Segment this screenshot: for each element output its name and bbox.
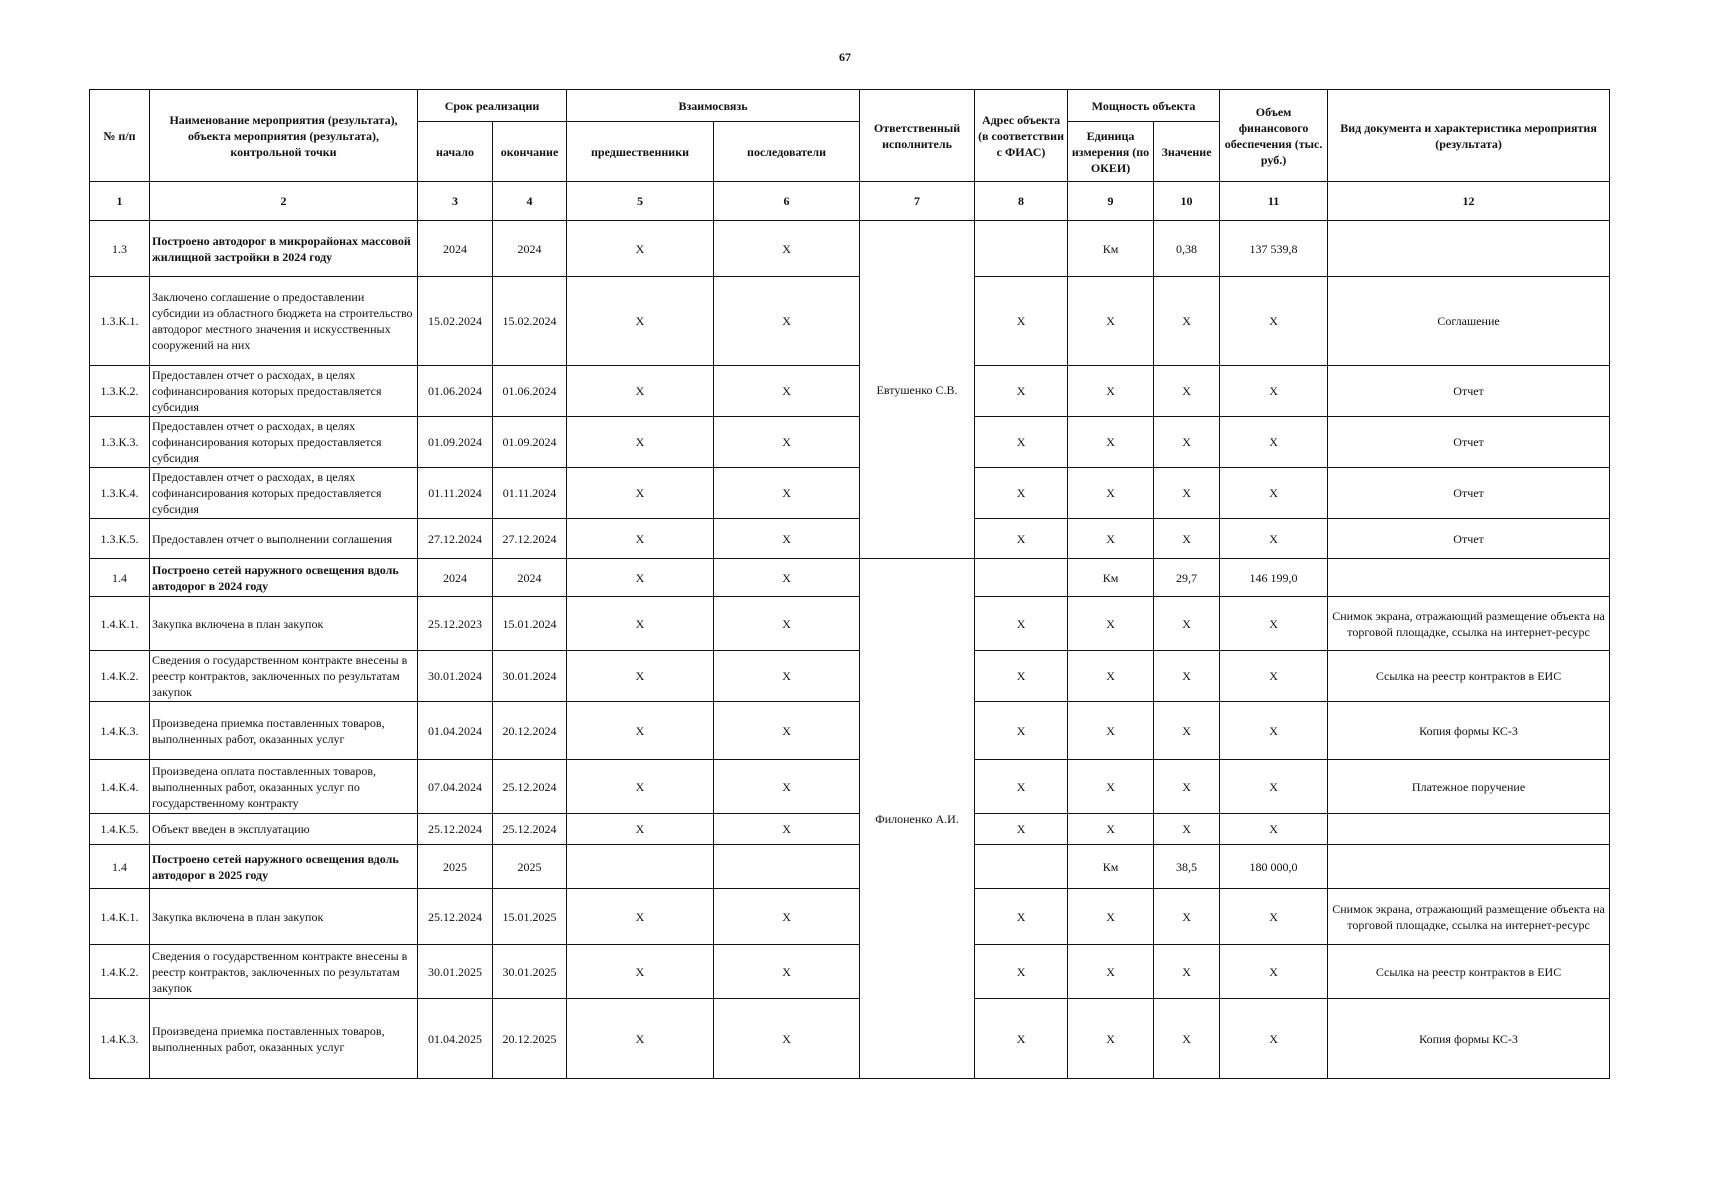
cell-name: Заключено соглашение о предоставлении субсидии из областного бюджета на строительство автодорог местного значения и искусственных сооружений на них <box>150 277 418 366</box>
cell-predecessors: X <box>567 277 714 366</box>
cell-end: 2025 <box>493 845 567 889</box>
header-unit: Единица измерения (по ОКЕИ) <box>1068 122 1154 182</box>
header-responsible: Ответственный исполнитель <box>860 90 975 182</box>
cell-successors: X <box>714 277 860 366</box>
column-number: 1 <box>90 182 150 221</box>
cell-predecessors: X <box>567 702 714 760</box>
cell-document: Соглашение <box>1328 277 1610 366</box>
cell-end: 01.09.2024 <box>493 417 567 468</box>
column-numbers-row <box>90 182 1610 221</box>
cell-num: 1.4.К.2. <box>90 651 150 702</box>
cell-value: X <box>1154 702 1220 760</box>
table-row <box>90 221 1610 277</box>
table-row <box>90 845 1610 889</box>
cell-document <box>1328 845 1610 889</box>
header-address: Адрес объекта (в соответствии с ФИАС) <box>975 90 1068 182</box>
cell-successors: X <box>714 221 860 277</box>
cell-address: X <box>975 519 1068 559</box>
table-row <box>90 651 1610 702</box>
table-row <box>90 597 1610 651</box>
cell-unit: X <box>1068 760 1154 814</box>
cell-predecessors: X <box>567 597 714 651</box>
cell-address: X <box>975 366 1068 417</box>
header-num: № п/п <box>90 90 150 182</box>
cell-end: 20.12.2025 <box>493 999 567 1079</box>
cell-end: 30.01.2024 <box>493 651 567 702</box>
header-document: Вид документа и характеристика мероприятия (результата) <box>1328 90 1610 182</box>
cell-num: 1.3.К.3. <box>90 417 150 468</box>
cell-end: 25.12.2024 <box>493 814 567 845</box>
cell-predecessors: X <box>567 945 714 999</box>
cell-value: X <box>1154 760 1220 814</box>
column-number: 10 <box>1154 182 1220 221</box>
cell-address <box>975 559 1068 597</box>
table-row <box>90 277 1610 366</box>
cell-end: 30.01.2025 <box>493 945 567 999</box>
header-financing: Объем финансового обеспечения (тыс. руб.) <box>1220 90 1328 182</box>
cell-value: X <box>1154 999 1220 1079</box>
table-row <box>90 814 1610 845</box>
cell-predecessors: X <box>567 468 714 519</box>
cell-start: 01.04.2025 <box>418 999 493 1079</box>
cell-address: X <box>975 468 1068 519</box>
cell-unit: X <box>1068 366 1154 417</box>
table-row <box>90 468 1610 519</box>
cell-successors: X <box>714 559 860 597</box>
cell-value: 29,7 <box>1154 559 1220 597</box>
cell-num: 1.4.К.3. <box>90 999 150 1079</box>
cell-financing: X <box>1220 468 1328 519</box>
cell-name: Предоставлен отчет о расходах, в целях софинансирования которых предоставляется субсидия <box>150 366 418 417</box>
column-number: 9 <box>1068 182 1154 221</box>
cell-financing: X <box>1220 277 1328 366</box>
cell-start: 01.04.2024 <box>418 702 493 760</box>
column-number: 4 <box>493 182 567 221</box>
cell-unit: X <box>1068 814 1154 845</box>
cell-start: 01.09.2024 <box>418 417 493 468</box>
cell-value: 38,5 <box>1154 845 1220 889</box>
cell-name: Предоставлен отчет о выполнении соглашения <box>150 519 418 559</box>
cell-address: X <box>975 417 1068 468</box>
cell-unit: X <box>1068 702 1154 760</box>
cell-predecessors: X <box>567 221 714 277</box>
cell-unit: Км <box>1068 221 1154 277</box>
cell-name: Предоставлен отчет о расходах, в целях софинансирования которых предоставляется субсидия <box>150 468 418 519</box>
cell-value: X <box>1154 597 1220 651</box>
cell-start: 15.02.2024 <box>418 277 493 366</box>
header-value: Значение <box>1154 122 1220 182</box>
cell-predecessors: X <box>567 651 714 702</box>
cell-end: 20.12.2024 <box>493 702 567 760</box>
cell-value: X <box>1154 889 1220 945</box>
cell-value: X <box>1154 366 1220 417</box>
header-predecessors: предшественники <box>567 122 714 182</box>
cell-address: X <box>975 702 1068 760</box>
column-number: 7 <box>860 182 975 221</box>
cell-start: 2024 <box>418 221 493 277</box>
cell-predecessors: X <box>567 760 714 814</box>
table-row <box>90 889 1610 945</box>
cell-successors: X <box>714 519 860 559</box>
column-number: 11 <box>1220 182 1328 221</box>
header-successors: последователи <box>714 122 860 182</box>
cell-successors: X <box>714 945 860 999</box>
cell-num: 1.4.К.4. <box>90 760 150 814</box>
cell-responsible: Евтушенко С.В. <box>860 221 975 559</box>
cell-name: Предоставлен отчет о расходах, в целях софинансирования которых предоставляется субсидия <box>150 417 418 468</box>
cell-predecessors: X <box>567 889 714 945</box>
cell-value: X <box>1154 417 1220 468</box>
cell-value: X <box>1154 814 1220 845</box>
cell-successors: X <box>714 702 860 760</box>
cell-start: 27.12.2024 <box>418 519 493 559</box>
cell-value: X <box>1154 519 1220 559</box>
cell-name: Сведения о государственном контракте внесены в реестр контрактов, заключенных по результатам закупок <box>150 651 418 702</box>
plan-table <box>89 89 1610 1079</box>
cell-document: Отчет <box>1328 519 1610 559</box>
cell-address: X <box>975 597 1068 651</box>
cell-document: Отчет <box>1328 468 1610 519</box>
cell-document: Платежное поручение <box>1328 760 1610 814</box>
cell-start: 07.04.2024 <box>418 760 493 814</box>
cell-financing: X <box>1220 597 1328 651</box>
cell-name: Построено сетей наружного освещения вдоль автодорог в 2025 году <box>150 845 418 889</box>
page-number: 67 <box>839 50 851 64</box>
cell-end: 15.02.2024 <box>493 277 567 366</box>
cell-predecessors: X <box>567 366 714 417</box>
cell-document <box>1328 559 1610 597</box>
table-row <box>90 519 1610 559</box>
cell-num: 1.3.К.4. <box>90 468 150 519</box>
cell-predecessors: X <box>567 559 714 597</box>
cell-num: 1.4.К.1. <box>90 597 150 651</box>
cell-name: Построено сетей наружного освещения вдоль автодорог в 2024 году <box>150 559 418 597</box>
cell-end: 01.11.2024 <box>493 468 567 519</box>
header-capacity: Мощность объекта <box>1068 90 1220 122</box>
table-row <box>90 702 1610 760</box>
cell-address: X <box>975 760 1068 814</box>
cell-name: Произведена приемка поставленных товаров, выполненных работ, оказанных услуг <box>150 702 418 760</box>
cell-address: X <box>975 945 1068 999</box>
cell-name: Произведена приемка поставленных товаров, выполненных работ, оказанных услуг <box>150 999 418 1079</box>
cell-financing: X <box>1220 999 1328 1079</box>
column-number: 5 <box>567 182 714 221</box>
column-number: 12 <box>1328 182 1610 221</box>
cell-start: 25.12.2023 <box>418 597 493 651</box>
cell-document: Снимок экрана, отражающий размещение объекта на торговой площадке, ссылка на интернет-ресурс <box>1328 889 1610 945</box>
cell-financing: X <box>1220 945 1328 999</box>
cell-end: 27.12.2024 <box>493 519 567 559</box>
cell-address: X <box>975 889 1068 945</box>
table-body <box>90 221 1610 1079</box>
cell-name: Объект введен в эксплуатацию <box>150 814 418 845</box>
cell-name: Закупка включена в план закупок <box>150 889 418 945</box>
header-period: Срок реализации <box>418 90 567 122</box>
cell-address <box>975 221 1068 277</box>
cell-address: X <box>975 277 1068 366</box>
cell-num: 1.4.К.3. <box>90 702 150 760</box>
cell-successors: X <box>714 889 860 945</box>
cell-address: X <box>975 814 1068 845</box>
cell-financing: X <box>1220 366 1328 417</box>
cell-unit: X <box>1068 999 1154 1079</box>
cell-financing: X <box>1220 889 1328 945</box>
cell-unit: X <box>1068 597 1154 651</box>
cell-address: X <box>975 651 1068 702</box>
cell-start: 01.11.2024 <box>418 468 493 519</box>
cell-value: X <box>1154 468 1220 519</box>
cell-num: 1.3.К.2. <box>90 366 150 417</box>
cell-unit: X <box>1068 468 1154 519</box>
column-number: 8 <box>975 182 1068 221</box>
cell-unit: X <box>1068 889 1154 945</box>
cell-successors: X <box>714 597 860 651</box>
cell-start: 30.01.2024 <box>418 651 493 702</box>
cell-num: 1.4.К.2. <box>90 945 150 999</box>
cell-value: X <box>1154 945 1220 999</box>
cell-responsible: Филоненко А.И. <box>860 559 975 1079</box>
cell-financing: X <box>1220 814 1328 845</box>
column-number: 3 <box>418 182 493 221</box>
cell-num: 1.4.К.5. <box>90 814 150 845</box>
cell-document <box>1328 814 1610 845</box>
cell-address <box>975 845 1068 889</box>
cell-name: Закупка включена в план закупок <box>150 597 418 651</box>
cell-end: 01.06.2024 <box>493 366 567 417</box>
cell-document: Копия формы КС-3 <box>1328 999 1610 1079</box>
cell-unit: X <box>1068 945 1154 999</box>
cell-document: Отчет <box>1328 366 1610 417</box>
cell-unit: Км <box>1068 559 1154 597</box>
cell-document <box>1328 221 1610 277</box>
cell-start: 2024 <box>418 559 493 597</box>
cell-start: 25.12.2024 <box>418 814 493 845</box>
cell-unit: X <box>1068 519 1154 559</box>
cell-address: X <box>975 999 1068 1079</box>
cell-predecessors: X <box>567 417 714 468</box>
cell-name: Сведения о государственном контракте внесены в реестр контрактов, заключенных по результатам закупок <box>150 945 418 999</box>
cell-num: 1.3.К.5. <box>90 519 150 559</box>
cell-financing: X <box>1220 760 1328 814</box>
cell-successors: X <box>714 417 860 468</box>
header-relation: Взаимосвязь <box>567 90 860 122</box>
table-row <box>90 999 1610 1079</box>
cell-start: 30.01.2025 <box>418 945 493 999</box>
cell-start: 2025 <box>418 845 493 889</box>
cell-num: 1.4 <box>90 845 150 889</box>
cell-successors: X <box>714 651 860 702</box>
cell-financing: X <box>1220 702 1328 760</box>
cell-predecessors: X <box>567 999 714 1079</box>
cell-value: 0,38 <box>1154 221 1220 277</box>
cell-document: Ссылка на реестр контрактов в ЕИС <box>1328 945 1610 999</box>
header-end: окончание <box>493 122 567 182</box>
cell-document: Отчет <box>1328 417 1610 468</box>
header-name: Наименование мероприятия (результата), объекта мероприятия (результата), контрольной точки <box>150 90 418 182</box>
cell-start: 25.12.2024 <box>418 889 493 945</box>
cell-end: 2024 <box>493 559 567 597</box>
cell-predecessors <box>567 845 714 889</box>
cell-unit: Км <box>1068 845 1154 889</box>
cell-value: X <box>1154 277 1220 366</box>
table-row <box>90 760 1610 814</box>
cell-unit: X <box>1068 651 1154 702</box>
table-row <box>90 559 1610 597</box>
table-row <box>90 417 1610 468</box>
cell-end: 25.12.2024 <box>493 760 567 814</box>
cell-end: 2024 <box>493 221 567 277</box>
cell-predecessors: X <box>567 519 714 559</box>
cell-document: Ссылка на реестр контрактов в ЕИС <box>1328 651 1610 702</box>
cell-end: 15.01.2025 <box>493 889 567 945</box>
cell-unit: X <box>1068 277 1154 366</box>
cell-successors: X <box>714 999 860 1079</box>
cell-financing: X <box>1220 519 1328 559</box>
cell-num: 1.3 <box>90 221 150 277</box>
cell-financing: 180 000,0 <box>1220 845 1328 889</box>
cell-predecessors: X <box>567 814 714 845</box>
cell-financing: 137 539,8 <box>1220 221 1328 277</box>
cell-num: 1.3.К.1. <box>90 277 150 366</box>
column-number: 6 <box>714 182 860 221</box>
header-start: начало <box>418 122 493 182</box>
cell-num: 1.4 <box>90 559 150 597</box>
cell-successors: X <box>714 814 860 845</box>
cell-document: Копия формы КС-3 <box>1328 702 1610 760</box>
cell-successors <box>714 845 860 889</box>
cell-start: 01.06.2024 <box>418 366 493 417</box>
cell-name: Произведена оплата поставленных товаров, выполненных работ, оказанных услуг по государственному контракту <box>150 760 418 814</box>
table-row <box>90 945 1610 999</box>
cell-value: X <box>1154 651 1220 702</box>
cell-financing: 146 199,0 <box>1220 559 1328 597</box>
cell-financing: X <box>1220 417 1328 468</box>
cell-document: Снимок экрана, отражающий размещение объекта на торговой площадке, ссылка на интернет-ресурс <box>1328 597 1610 651</box>
cell-successors: X <box>714 760 860 814</box>
cell-end: 15.01.2024 <box>493 597 567 651</box>
column-number: 2 <box>150 182 418 221</box>
table-header <box>90 90 1610 221</box>
cell-successors: X <box>714 468 860 519</box>
cell-num: 1.4.К.1. <box>90 889 150 945</box>
cell-financing: X <box>1220 651 1328 702</box>
cell-unit: X <box>1068 417 1154 468</box>
table-row <box>90 366 1610 417</box>
cell-name: Построено автодорог в микрорайонах массовой жилищной застройки в 2024 году <box>150 221 418 277</box>
cell-successors: X <box>714 366 860 417</box>
